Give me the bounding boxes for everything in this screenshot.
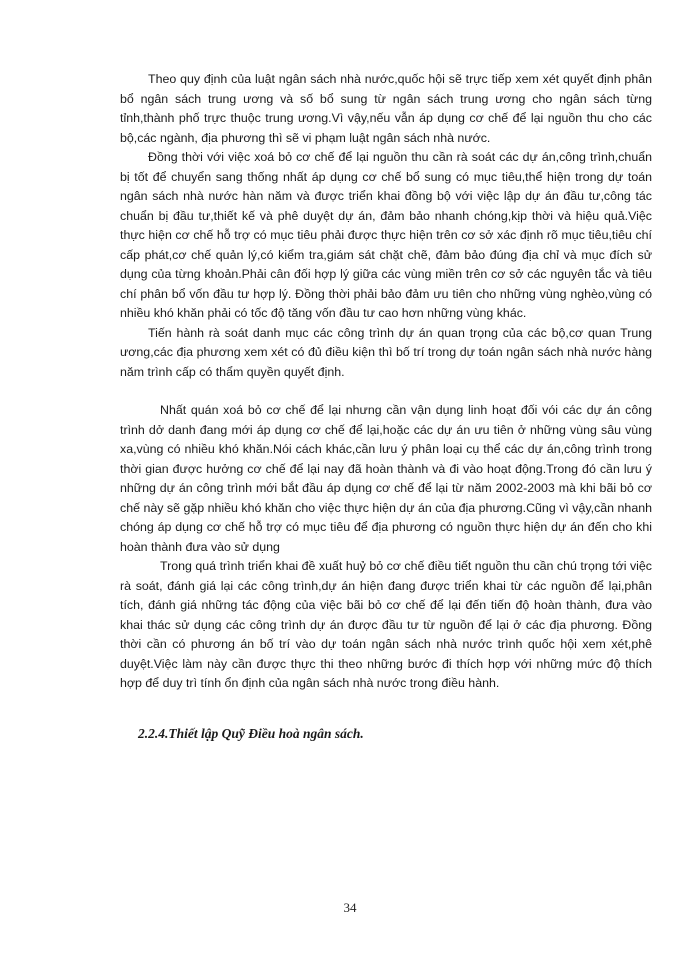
paragraph-4: Nhất quán xoá bỏ cơ chế để lại nhưng cần vận dụng linh hoạt đối vói các dự án công trình dở danh đang mới áp dụng cơ chế để lại,hoặc các dự án ưu tiên ở những vùng sâu vùng xa,vùng có nhiều khó khăn.Nói cách khác,cần lưu ý phân loại cụ thể các dự án,công trình trong thời gian được hưởng cơ chế để lại nay đã hoàn thành và đi vào hoạt động.Trong đó cần lưu ý những dự án công trình mới bắt đầu áp dụng cơ chế để lại từ năm 2002-2003 mà khi bãi bỏ cơ chế này sẽ gặp nhiều khó khăn cho việc thực hiện dự án của địa phương.Cũng vì vậy,cần nhanh chóng áp dụng cơ chế hỗ trợ có mục tiêu để địa phương có nguồn thực hiện dự án đến cho khi hoàn thành đưa vào sử dụng (120, 403, 652, 554)
section-heading: 2.2.4.Thiết lập Quỹ Điều hoà ngân sách. (138, 725, 364, 741)
paragraph-1: Theo quy định của luật ngân sách nhà nước,quốc hội sẽ trực tiếp xem xét quyết định phân bổ ngân sách trung ương và số bổ sung từ ngân sách trung ương cho ngân sách từng tỉnh,thành phố trực thuộc trung ương.Vì vậy,nếu vẫn áp dụng cơ chế để lại nguồn thu cho các bộ,các ngành, địa phương thì sẽ vi phạm luật ngân sách nhà nước. (120, 72, 652, 145)
paragraph-5: Trong quá trình triển khai đề xuất huỷ bỏ cơ chế điều tiết nguồn thu cần chú trọng tới việc rà soát, đánh giá lại các công trình,dự án hiện đang được triển khai từ các nguồn để lại,phân tích, đánh giá những tác động của việc bãi bỏ cơ chế để lại đến tiến độ hoàn thành, đưa vào khai thác sử dụng các công trình dự án được đầu tư từ nguồn để lại ở các địa phương. Đồng thời cần có phương án bố trí vào dự toán ngân sách nhà nước trình quốc hội xem xét,phê duyệt.Việc làm này cần được thực thi theo những bước đi thích hợp với những mức độ thích hợp để duy trì tính ổn định của ngân sách nhà nước trong điều hành. (120, 559, 652, 690)
paragraph-2: Đồng thời với việc xoá bỏ cơ chế để lại nguồn thu cần rà soát các dự án,công trình,chuẩn bị tốt để chuyển sang thống nhất áp dụng cơ chế bổ sung có mục tiêu,thể hiện trong dự toán ngân sách nhà nước hàn năm và được triển khai đồng bộ với việc lập dự án đầu tư,công tác chuẩn bị đầu tư,thiết kế và phê duyệt dự án, đảm bảo nhanh chóng,kịp thời và hiệu quả.Việc thực hiện cơ chế hỗ trợ có mục tiêu phải được thực hiện trên cơ sở xác định rõ mục tiêu,tiêu chí cấp phát,cơ chế quản lý,có kiểm tra,giám sát chặt chẽ, đảm bảo đúng địa chỉ và mục đích sử dụng của từng khoản.Phải cân đối hợp lý giữa các vùng miền trên cơ sở các nguyên tắc và tiêu chí phân bổ vốn đầu tư hợp lý. Đồng thời phải bảo đảm ưu tiên cho những vùng nghèo,vùng có nhiều khó khăn phải có tốc độ tăng vốn đầu tư cao hơn những vùng khác. (120, 150, 652, 320)
page-number: 34 (343, 900, 357, 915)
paragraph-3: Tiến hành rà soát danh mục các công trình dự án quan trọng của các bộ,cơ quan Trung ương,các địa phương xem xét có đủ điều kiện thì bố trí trong dự toán ngân sách nhà nước hàng năm trình cấp có thẩm quyền quyết định. (120, 325, 652, 379)
document-body (120, 70, 652, 743)
